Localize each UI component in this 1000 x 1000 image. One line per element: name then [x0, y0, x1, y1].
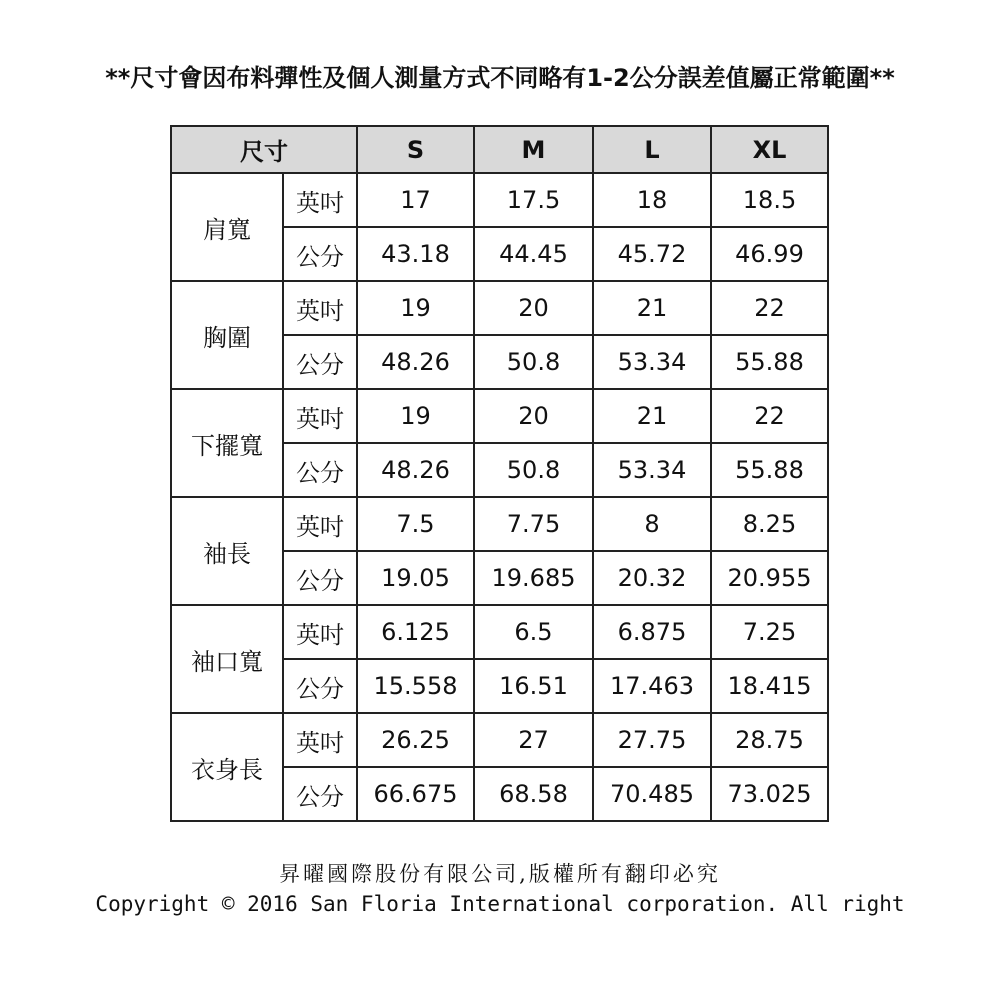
metric-hem-width: 下擺寬 [171, 389, 283, 497]
cell-value: 48.26 [357, 335, 474, 389]
unit-cm: 公分 [283, 767, 357, 821]
cell-value: 45.72 [593, 227, 711, 281]
cell-value: 50.8 [474, 335, 593, 389]
cell-value: 15.558 [357, 659, 474, 713]
copyright-english: Copyright © 2016 San Floria International corporation. All right [95, 892, 905, 916]
cell-value: 19 [357, 389, 474, 443]
unit-inch: 英吋 [283, 173, 357, 227]
cell-value: 55.88 [711, 443, 828, 497]
table-row [171, 281, 828, 335]
size-chart-table [170, 125, 829, 822]
header-corner: 尺寸 [171, 126, 357, 173]
cell-value: 53.34 [593, 443, 711, 497]
table-row [171, 173, 828, 227]
header-size-s: S [357, 126, 474, 173]
cell-value: 16.51 [474, 659, 593, 713]
copyright-chinese: 昇曜國際股份有限公司,版權所有翻印必究 [279, 862, 721, 886]
cell-value: 43.18 [357, 227, 474, 281]
table-row [171, 497, 828, 551]
cell-value: 7.75 [474, 497, 593, 551]
cell-value: 20 [474, 389, 593, 443]
cell-value: 6.875 [593, 605, 711, 659]
cell-value: 19.05 [357, 551, 474, 605]
cell-value: 28.75 [711, 713, 828, 767]
cell-value: 7.5 [357, 497, 474, 551]
unit-cm: 公分 [283, 659, 357, 713]
metric-cuff-width: 袖口寬 [171, 605, 283, 713]
unit-inch: 英吋 [283, 281, 357, 335]
unit-inch: 英吋 [283, 497, 357, 551]
cell-value: 19 [357, 281, 474, 335]
cell-value: 17.5 [474, 173, 593, 227]
metric-sleeve-length: 袖長 [171, 497, 283, 605]
cell-value: 55.88 [711, 335, 828, 389]
cell-value: 48.26 [357, 443, 474, 497]
cell-value: 66.675 [357, 767, 474, 821]
unit-cm: 公分 [283, 335, 357, 389]
cell-value: 6.125 [357, 605, 474, 659]
table-row [171, 713, 828, 767]
cell-value: 21 [593, 389, 711, 443]
metric-chest: 胸圍 [171, 281, 283, 389]
cell-value: 26.25 [357, 713, 474, 767]
unit-cm: 公分 [283, 227, 357, 281]
cell-value: 21 [593, 281, 711, 335]
cell-value: 20.955 [711, 551, 828, 605]
cell-value: 18.5 [711, 173, 828, 227]
cell-value: 18.415 [711, 659, 828, 713]
metric-body-length: 衣身長 [171, 713, 283, 821]
cell-value: 19.685 [474, 551, 593, 605]
cell-value: 73.025 [711, 767, 828, 821]
cell-value: 17 [357, 173, 474, 227]
cell-value: 27.75 [593, 713, 711, 767]
cell-value: 27 [474, 713, 593, 767]
cell-value: 53.34 [593, 335, 711, 389]
cell-value: 22 [711, 389, 828, 443]
table-row [171, 389, 828, 443]
metric-shoulder-width: 肩寬 [171, 173, 283, 281]
cell-value: 70.485 [593, 767, 711, 821]
cell-value: 18 [593, 173, 711, 227]
cell-value: 8 [593, 497, 711, 551]
cell-value: 7.25 [711, 605, 828, 659]
cell-value: 20.32 [593, 551, 711, 605]
cell-value: 22 [711, 281, 828, 335]
unit-cm: 公分 [283, 551, 357, 605]
unit-inch: 英吋 [283, 713, 357, 767]
header-row [171, 126, 828, 173]
cell-value: 50.8 [474, 443, 593, 497]
cell-value: 46.99 [711, 227, 828, 281]
cell-value: 8.25 [711, 497, 828, 551]
cell-value: 20 [474, 281, 593, 335]
measurement-note: **尺寸會因布料彈性及個人測量方式不同略有1-2公分誤差值屬正常範圍** [105, 64, 895, 92]
unit-inch: 英吋 [283, 389, 357, 443]
table-row [171, 605, 828, 659]
header-size-xl: XL [711, 126, 828, 173]
header-size-m: M [474, 126, 593, 173]
cell-value: 17.463 [593, 659, 711, 713]
cell-value: 44.45 [474, 227, 593, 281]
unit-inch: 英吋 [283, 605, 357, 659]
cell-value: 68.58 [474, 767, 593, 821]
header-size-l: L [593, 126, 711, 173]
unit-cm: 公分 [283, 443, 357, 497]
cell-value: 6.5 [474, 605, 593, 659]
